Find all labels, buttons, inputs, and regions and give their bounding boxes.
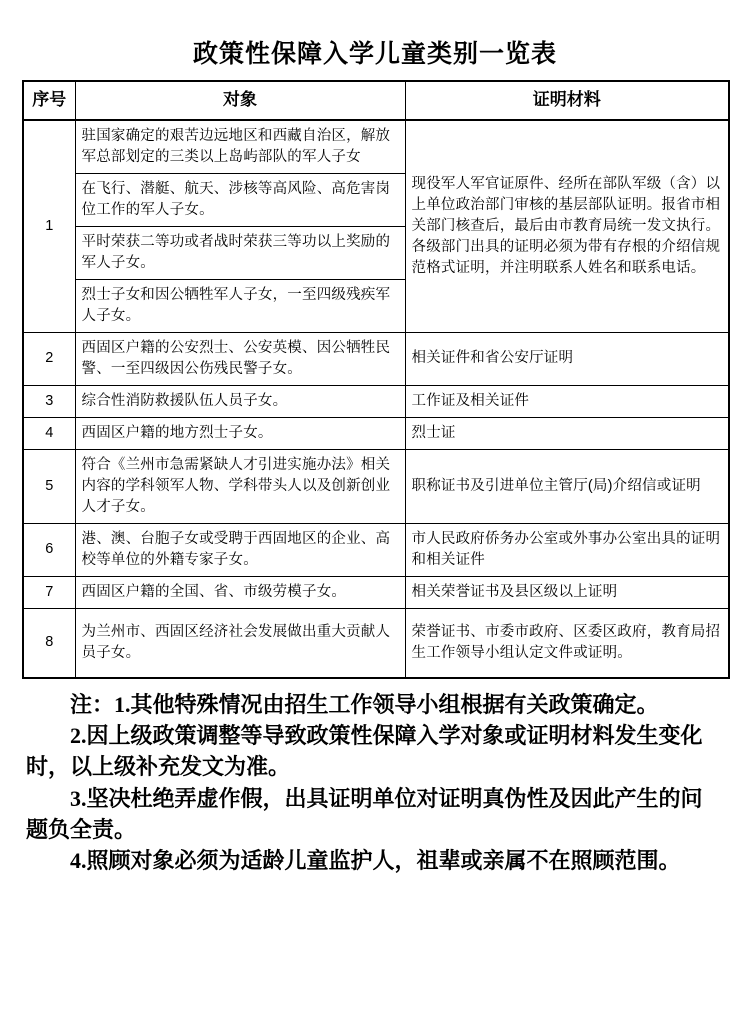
row-number: 4: [23, 417, 75, 449]
row-proof: 工作证及相关证件: [405, 385, 729, 417]
table-row: [23, 523, 729, 576]
row-object: 综合性消防救援队伍人员子女。: [75, 385, 405, 417]
note-item: 4.照顾对象必须为适龄儿童监护人，祖辈或亲属不在照顾范围。: [70, 848, 681, 874]
table-row: [23, 417, 729, 449]
note-item: 3.坚决杜绝弄虚作假，出具证明单位对证明真伪性及因此产生的问题负全责。: [26, 785, 703, 842]
row-object: 在飞行、潜艇、航天、涉核等高风险、高危害岗位工作的军人子女。: [75, 173, 405, 226]
table-row: [23, 332, 729, 385]
column-header-object: 对象: [75, 81, 405, 120]
table-row: [23, 449, 729, 523]
row-object: 西固区户籍的全国、省、市级劳模子女。: [75, 576, 405, 608]
policy-category-table: [22, 80, 730, 679]
row-number: 6: [23, 523, 75, 576]
page-title: 政策性保障入学儿童类别一览表: [192, 41, 557, 68]
table-row: [23, 385, 729, 417]
note-item: 2.因上级政策调整等导致政策性保障入学对象或证明材料发生变化时，以上级补充发文为准。: [26, 723, 703, 780]
table-header-row: [23, 81, 729, 120]
row-object: 平时荣获二等功或者战时荣获三等功以上奖励的军人子女。: [75, 226, 405, 279]
row-object: 西固区户籍的公安烈士、公安英模、因公牺牲民警、一至四级因公伤残民警子女。: [75, 332, 405, 385]
row-proof: 相关荣誉证书及县区级以上证明: [405, 576, 729, 608]
row-object: 烈士子女和因公牺牲军人子女，一至四级残疾军人子女。: [75, 279, 405, 332]
row-object: 符合《兰州市急需紧缺人才引进实施办法》相关内容的学科领军人物、学科带头人以及创新创业人才子女。: [75, 449, 405, 523]
table-body: [23, 120, 729, 678]
row-number: 7: [23, 576, 75, 608]
row-proof: 荣誉证书、市委市政府、区委区政府，教育局招生工作领导小组认定文件或证明。: [405, 608, 729, 678]
row-object: 西固区户籍的地方烈士子女。: [75, 417, 405, 449]
table-row: [23, 608, 729, 678]
row-object: 为兰州市、西固区经济社会发展做出重大贡献人员子女。: [75, 608, 405, 678]
row-object: 驻国家确定的艰苦边远地区和西藏自治区，解放军总部划定的三类以上岛屿部队的军人子女: [75, 120, 405, 174]
row-number: 5: [23, 449, 75, 523]
row-object: 港、澳、台胞子女或受聘于西固地区的企业、高校等单位的外籍专家子女。: [75, 523, 405, 576]
row-proof: 烈士证: [405, 417, 729, 449]
row-proof: 相关证件和省公安厅证明: [405, 332, 729, 385]
row-number: 2: [23, 332, 75, 385]
row-proof: 市人民政府侨务办公室或外事办公室出具的证明和相关证件: [405, 523, 729, 576]
row-number: 1: [23, 120, 75, 333]
note-item: 注：1.其他特殊情况由招生工作领导小组根据有关政策确定。: [70, 691, 659, 717]
notes-section: [26, 689, 724, 876]
column-header-no: 序号: [23, 81, 75, 120]
table-header: [23, 81, 729, 120]
row-proof: 现役军人军官证原件、经所在部队军级（含）以上单位政治部门审核的基层部队证明。报省市相关部门核查后，最后由市教育局统一发文执行。各级部门出具的证明必须为带有存根的介绍信规范格式证明，并注明联系人姓名和联系电话。: [405, 120, 729, 333]
table-row: [23, 576, 729, 608]
row-number: 8: [23, 608, 75, 678]
row-number: 3: [23, 385, 75, 417]
row-proof: 职称证书及引进单位主管厅(局)介绍信或证明: [405, 449, 729, 523]
column-header-proof: 证明材料: [405, 81, 729, 120]
table-row: [23, 120, 729, 174]
